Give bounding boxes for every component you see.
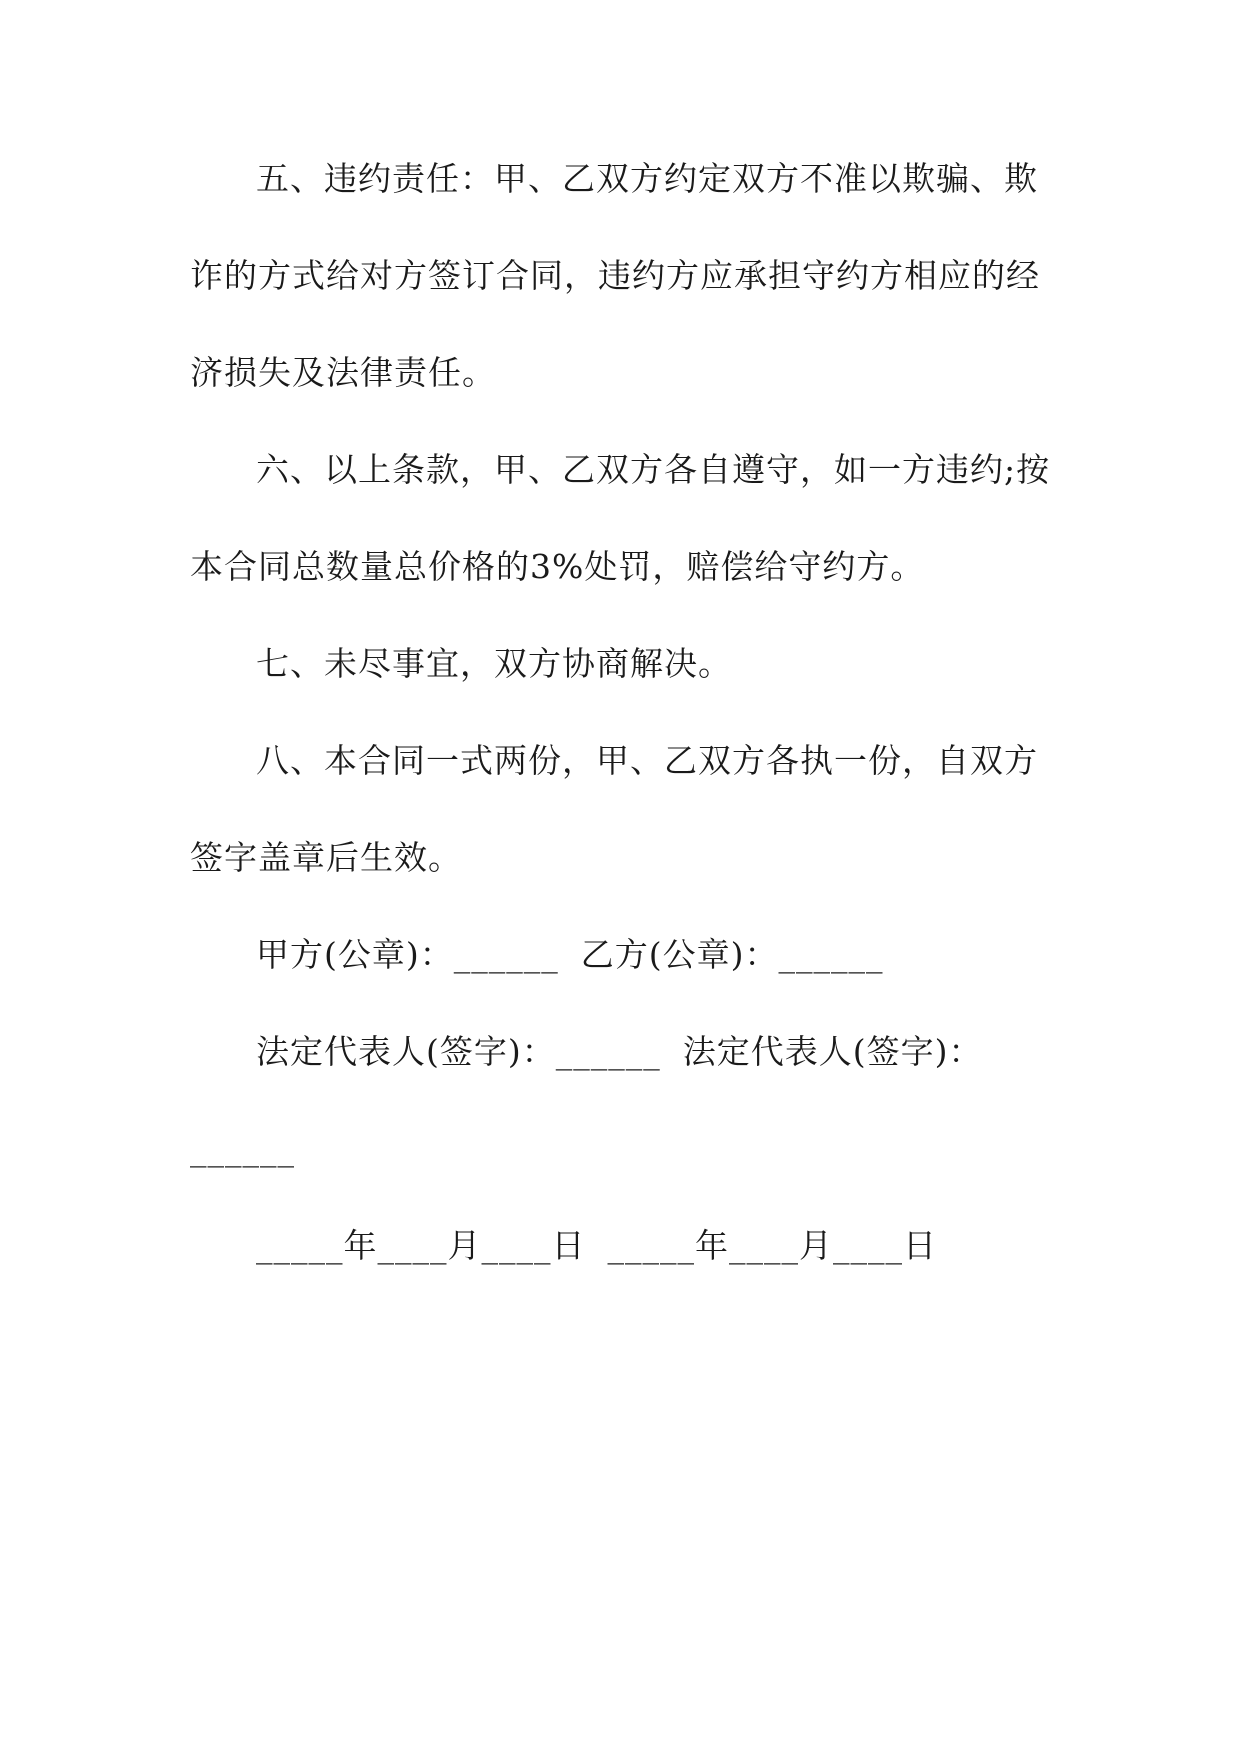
representative-line — [190, 1003, 1070, 1100]
clause-six: 六、以上条款，甲、乙双方各自遵守，如一方违约;按本合同总数量总价格的3%处罚，赔偿给守约方。 — [190, 450, 1051, 586]
representative-blank-line — [190, 1100, 1070, 1197]
party-b-date: _____年____月____日 — [607, 1226, 937, 1265]
party-a-date: _____年____月____日 — [256, 1226, 586, 1265]
party-a-seal: 甲方(公章)：______ — [256, 935, 559, 974]
clause-five: 五、违约责任：甲、乙双方约定双方不准以欺骗、欺诈的方式给对方签订合同，违约方应承担守约方相应的经济损失及法律责任。 — [190, 159, 1040, 392]
clause-eight: 八、本合同一式两份，甲、乙双方各执一份，自双方签字盖章后生效。 — [190, 741, 1038, 877]
party-b-representative: 法定代表人(签字)： — [682, 1032, 983, 1071]
clause-seven: 七、未尽事宜，双方协商解决。 — [256, 644, 732, 683]
date-line — [190, 1197, 1070, 1294]
seal-line — [190, 906, 1070, 1003]
contract-body — [190, 130, 1070, 1294]
party-b-representative-blank: ______ — [190, 1129, 295, 1168]
party-b-seal: 乙方(公章)：______ — [580, 935, 884, 974]
party-a-representative: 法定代表人(签字)：______ — [256, 1032, 661, 1071]
